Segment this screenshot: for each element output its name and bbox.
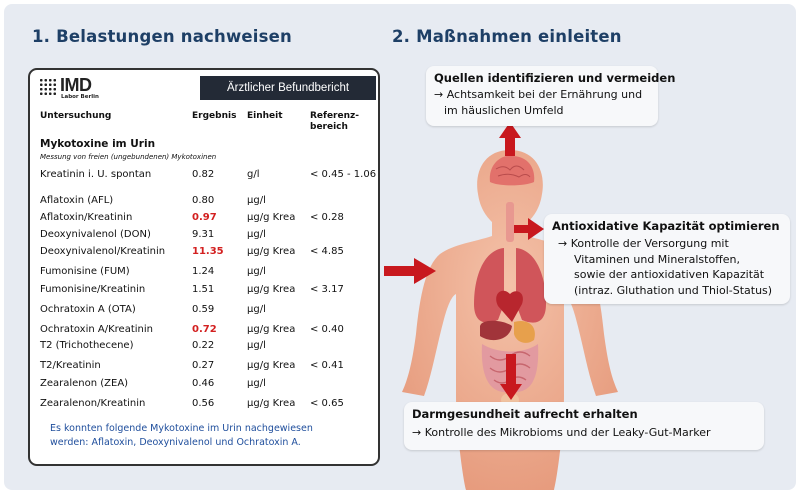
logo-text: IMD: [60, 75, 92, 95]
gut-line: → Kontrolle des Mikrobioms und der Leaky-Gut-Marker: [412, 426, 711, 439]
unit-cell: µg/g Krea: [247, 246, 296, 257]
reference-cell: < 3.17: [310, 284, 344, 295]
unit-cell: g/l: [247, 169, 260, 180]
antioxidant-line: sowie der antioxidativen Kapazität: [574, 268, 765, 281]
lab-report-card: [28, 68, 380, 466]
test-name-cell: Fumonisine (FUM): [40, 266, 130, 277]
test-name-cell: Fumonisine/Kreatinin: [40, 284, 146, 295]
test-name-cell: Deoxynivalenol/Kreatinin: [40, 246, 166, 257]
antioxidant-title: Antioxidative Kapazität optimieren: [552, 219, 780, 233]
test-name-cell: T2/Kreatinin: [40, 360, 101, 371]
section-title: Mykotoxine im Urin: [40, 138, 156, 150]
antioxidant-line: Vitaminen und Mineralstoffen,: [574, 252, 740, 266]
sources-title: Quellen identifizieren und vermeiden: [434, 71, 676, 85]
reference-cell: < 0.41: [310, 360, 344, 371]
column-header-reference: Referenz- bereich: [310, 111, 359, 132]
result-value-cell: 9.31: [192, 229, 215, 240]
result-value-cell: 11.35: [192, 246, 224, 257]
column-header-unit: Einheit: [247, 111, 283, 121]
table-row: [40, 304, 380, 320]
infographic-canvas: [4, 4, 796, 490]
reference-cell: < 4.85: [310, 246, 344, 257]
reference-cell: < 0.65: [310, 398, 344, 409]
sources-box: [426, 66, 676, 126]
table-row: [40, 324, 380, 340]
gut-health-box: [404, 402, 764, 450]
step1-heading: 1. Belastungen nachweisen: [32, 27, 293, 46]
table-row: [40, 212, 380, 228]
result-value-cell: 0.27: [192, 360, 215, 371]
gut-body: [412, 425, 711, 441]
test-name-cell: Ochratoxin A (OTA): [40, 304, 136, 315]
imd-logo-icon: [39, 77, 119, 103]
antioxidant-line: (intraz. Gluthation und Thiol-Status): [574, 283, 773, 297]
unit-cell: µg/l: [247, 304, 266, 315]
result-value-cell: 0.59: [192, 304, 215, 315]
result-note: [50, 422, 370, 450]
test-name-cell: Aflatoxin (AFL): [40, 195, 114, 206]
section-subtitle: Messung von freien (ungebundenen) Mykotoxinen: [40, 153, 217, 161]
column-header-result: Ergebnis: [192, 111, 237, 121]
sources-body: [434, 87, 642, 118]
gut-title: Darmgesundheit aufrecht erhalten: [412, 407, 638, 421]
antioxidant-box: [544, 214, 790, 304]
reference-cell: < 0.45 - 1.06: [310, 169, 377, 180]
test-name-cell: Ochratoxin A/Kreatinin: [40, 324, 153, 335]
test-name-cell: Zearalenon (ZEA): [40, 378, 129, 389]
sources-line: → Achtsamkeit bei der Ernährung und: [434, 88, 643, 101]
unit-cell: µg/l: [247, 340, 266, 351]
unit-cell: µg/l: [247, 229, 266, 240]
result-value-cell: 1.51: [192, 284, 215, 295]
table-row: [40, 284, 380, 300]
unit-cell: µg/l: [247, 266, 266, 277]
test-name-cell: Kreatinin i. U. spontan: [40, 169, 152, 180]
test-name-cell: T2 (Trichothecene): [40, 340, 134, 351]
result-value-cell: 0.80: [192, 195, 215, 206]
note-line: Es konnten folgende Mykotoxine im Urin nachgewiesen: [50, 423, 313, 434]
table-row: [40, 246, 380, 262]
antioxidant-line: → Kontrolle der Versorgung mit: [558, 237, 729, 250]
unit-cell: µg/g Krea: [247, 284, 296, 295]
result-value-cell: 0.46: [192, 378, 215, 389]
column-header-test: Untersuchung: [40, 111, 112, 121]
logo-subtext: Labor Berlin: [61, 94, 99, 100]
table-row: [40, 266, 380, 282]
unit-cell: µg/l: [247, 378, 266, 389]
unit-cell: µg/g Krea: [247, 360, 296, 371]
test-name-cell: Aflatoxin/Kreatinin: [40, 212, 133, 223]
result-value-cell: 0.22: [192, 340, 215, 351]
unit-cell: µg/g Krea: [247, 398, 296, 409]
note-line: werden: Aflatoxin, Deoxynivalenol und Ochratoxin A.: [50, 437, 301, 448]
sources-line: im häuslichen Umfeld: [444, 103, 564, 117]
result-value-cell: 0.56: [192, 398, 215, 409]
table-row: [40, 340, 380, 356]
reference-cell: < 0.28: [310, 212, 344, 223]
table-row: [40, 229, 380, 245]
trachea-shape: [506, 202, 514, 242]
table-row: [40, 195, 380, 211]
test-name-cell: Deoxynivalenol (DON): [40, 229, 151, 240]
report-title-banner: Ärztlicher Befundbericht: [200, 76, 376, 100]
table-row: [40, 360, 380, 376]
unit-cell: µg/l: [247, 195, 266, 206]
result-value-cell: 0.97: [192, 212, 217, 223]
step2-heading: 2. Maßnahmen einleiten: [392, 27, 622, 46]
table-row: [40, 378, 380, 394]
unit-cell: µg/g Krea: [247, 212, 296, 223]
table-row: [40, 398, 380, 414]
result-value-cell: 0.72: [192, 324, 217, 335]
table-row: [40, 169, 380, 185]
result-value-cell: 1.24: [192, 266, 215, 277]
reference-cell: < 0.40: [310, 324, 344, 335]
result-value-cell: 0.82: [192, 169, 215, 180]
test-name-cell: Zearalenon/Kreatinin: [40, 398, 146, 409]
antioxidant-body: [552, 236, 772, 298]
unit-cell: µg/g Krea: [247, 324, 296, 335]
